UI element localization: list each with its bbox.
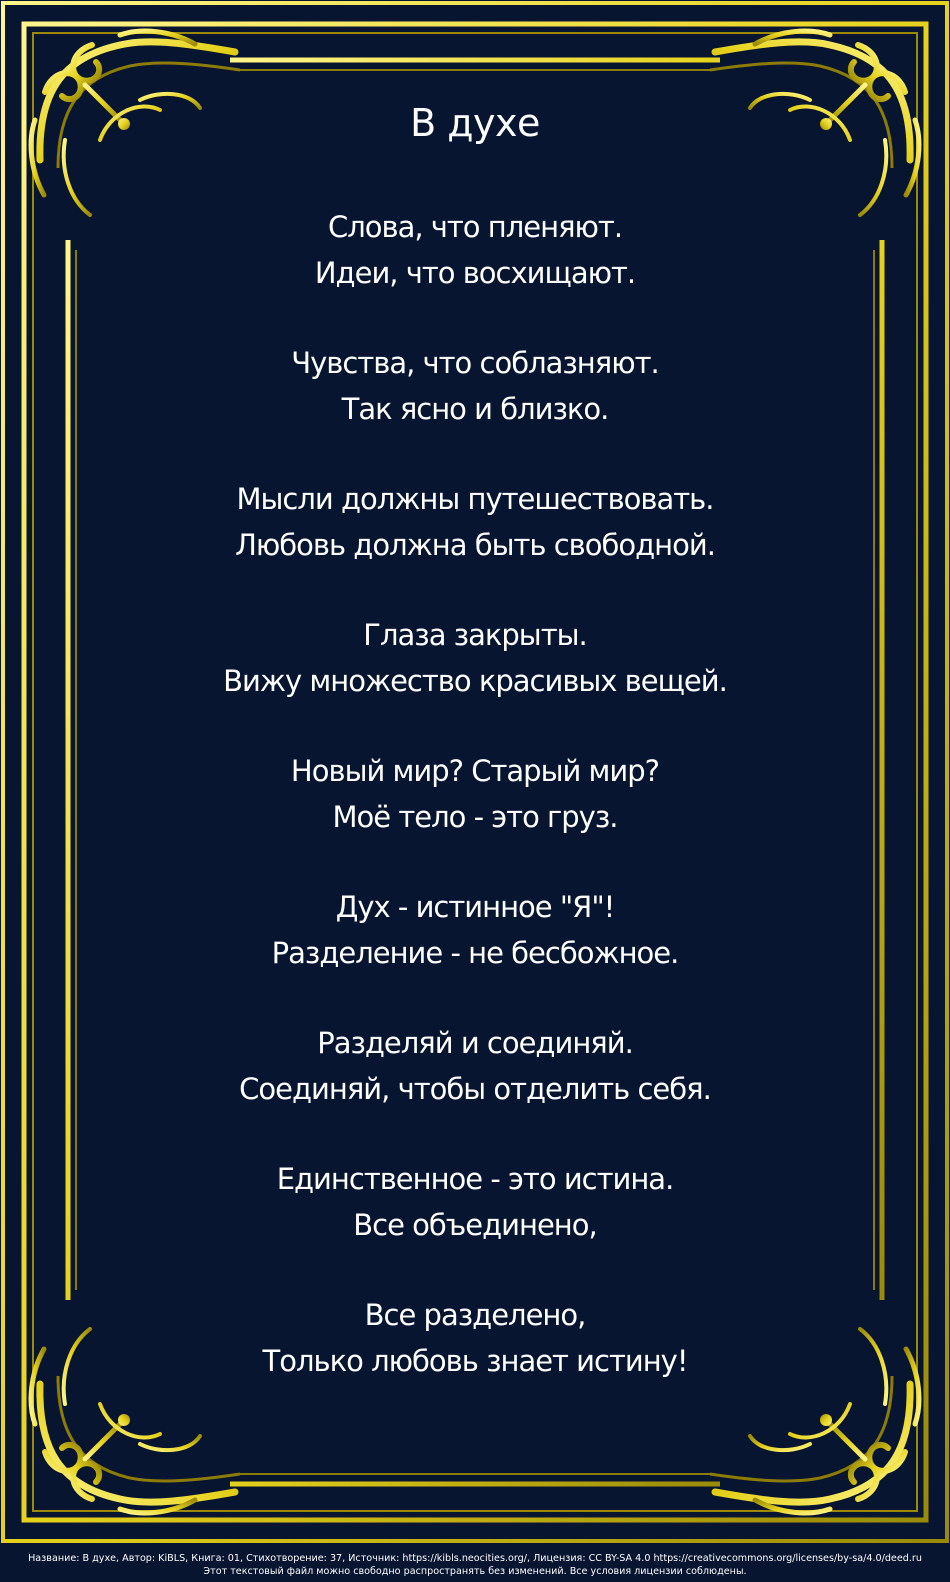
- footer-license-line: Название: В духе, Автор: KiBLS, Книга: 01, Стихотворение: 37, Источник: https://kibls.neocities.org/, Лицензия: CC BY-SA 4.0 https://creativecommons.org/licenses/by-sa/4.0/deed.ru: [28, 1553, 922, 1564]
- poem-line: Единственное - это истина.: [276, 1162, 674, 1196]
- poem-stanza: [0, 340, 950, 432]
- poem-line: Только любовь знает истину!: [262, 1344, 688, 1378]
- poem-line: Все разделено,: [364, 1298, 586, 1332]
- poem-line: Любовь должна быть свободной.: [235, 528, 715, 562]
- poem-body: [0, 204, 950, 1428]
- poem-stanza: [0, 884, 950, 976]
- footer-credits: [0, 1552, 950, 1578]
- poem-line: Разделяй и соединяй.: [317, 1026, 633, 1060]
- poem-stanza: [0, 748, 950, 840]
- poem-stanza: [0, 1156, 950, 1248]
- poem-stanza: [0, 612, 950, 704]
- poem-stanza: [0, 204, 950, 296]
- poem-line: Разделение - не бесбожное.: [271, 936, 679, 970]
- poem-line: Идеи, что восхищают.: [314, 256, 636, 290]
- poem-line: Чувства, что соблазняют.: [291, 346, 659, 380]
- poem-line: Так ясно и близко.: [341, 392, 609, 426]
- poem-line: Все объединено,: [353, 1208, 597, 1242]
- poem-line: Глаза закрыты.: [363, 618, 587, 652]
- footer-distribution-note: Этот текстовый файл можно свободно распространять без изменений. Все условия лицензии соблюдены.: [203, 1566, 747, 1577]
- poem-stanza: [0, 1292, 950, 1384]
- poem-line: Моё тело - это груз.: [332, 800, 618, 834]
- poem-line: Мысли должны путешествовать.: [236, 482, 714, 516]
- poem-line: Вижу множество красивых вещей.: [223, 664, 727, 698]
- poem-line: Соединяй, чтобы отделить себя.: [239, 1072, 711, 1106]
- poem-title: В духе: [410, 101, 540, 145]
- poem-line: Дух - истинное "Я"!: [335, 890, 615, 924]
- poem-stanza: [0, 1020, 950, 1112]
- poem-stanza: [0, 476, 950, 568]
- poem-line: Новый мир? Старый мир?: [290, 754, 660, 788]
- poem-line: Слова, что пленяют.: [327, 210, 623, 244]
